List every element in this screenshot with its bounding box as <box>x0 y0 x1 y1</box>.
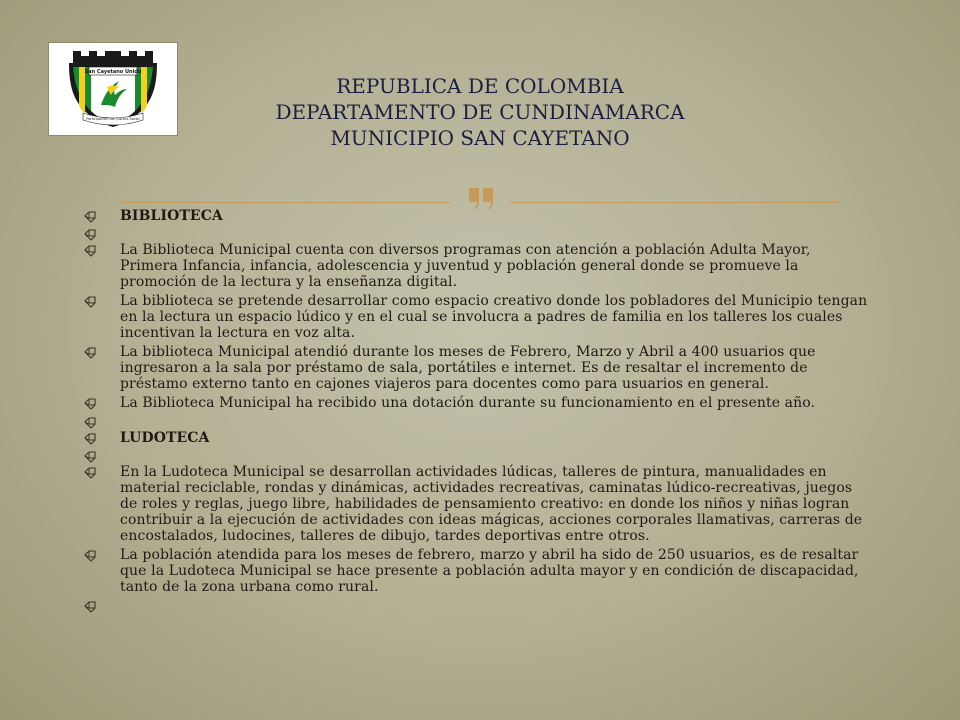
bullet-icon <box>82 598 98 614</box>
list-item <box>82 293 872 341</box>
list-item <box>82 464 872 544</box>
list-item-text: LUDOTECA <box>120 430 210 446</box>
bullet-icon <box>82 344 98 360</box>
bullet-icon <box>82 464 98 480</box>
empty-list-item <box>82 598 872 614</box>
list-item-text: La biblioteca Municipal atendió durante los meses de Febrero, Marzo y Abril a 400 usuarios que ingresaron a la sala por préstamo de sala, portátiles e internet. Es de resaltar el incremento de préstamo externo tanto en cajones viajeros para docentes como para usuarios en general. <box>120 344 816 392</box>
slide-title <box>150 73 810 151</box>
list-item-text: La biblioteca se pretende desarrollar como espacio creativo donde los pobladores del Municipio tengan en la lectura un espacio lúdico y en el cual se involucra a padres de familia en los talleres los cuales incentivan la lectura en voz alta. <box>120 293 868 341</box>
bullet-icon <box>82 414 98 430</box>
content-bullet-list <box>82 208 872 614</box>
bullet-icon <box>82 430 98 446</box>
title-line-municipality: MUNICIPIO SAN CAYETANO <box>330 126 630 150</box>
bullet-icon <box>82 395 98 411</box>
bullet-icon <box>82 293 98 309</box>
list-item-text: BIBLIOTECA <box>120 208 223 224</box>
list-item <box>82 344 872 392</box>
bullet-icon <box>82 208 98 224</box>
divider-right <box>510 202 840 203</box>
bullet-icon <box>82 226 98 242</box>
empty-list-item <box>82 226 872 242</box>
list-item-text: La Biblioteca Municipal ha recibido una dotación durante su funcionamiento en el presente año. <box>120 395 816 411</box>
empty-list-item <box>82 414 872 430</box>
section-heading <box>82 430 872 446</box>
list-item <box>82 395 872 411</box>
bullet-icon <box>82 242 98 258</box>
bullet-icon <box>82 448 98 464</box>
list-item-text: La población atendida para los meses de febrero, marzo y abril ha sido de 250 usuarios, es de resaltar que la Ludoteca Municipal se hace presente a población adulta mayor y en condición de discapacidad, tanto de la zona urbana como rural. <box>120 547 859 595</box>
list-item <box>82 547 872 595</box>
empty-list-item <box>82 448 872 464</box>
title-line-country: REPUBLICA DE COLOMBIA <box>336 74 624 98</box>
divider-left <box>120 202 450 203</box>
logo-name-text: San Cayetano Unido <box>84 69 142 75</box>
section-heading <box>82 208 872 224</box>
list-item <box>82 242 872 290</box>
title-line-department: DEPARTAMENTO DE CUNDINAMARCA <box>275 100 685 124</box>
list-item-text: La Biblioteca Municipal cuenta con diversos programas con atención a población Adulta Mayor, Primera Infancia, infancia, adolescencia y juventud y población general donde se promueve la promoción de la lectura y la enseñanza digital. <box>120 242 811 290</box>
list-item-text: En la Ludoteca Municipal se desarrollan actividades lúdicas, talleres de pintura, manualidades en material reciclable, rondas y dinámicas, actividades recreativas, caminatas lúdico-recreativas, juegos de roles y reglas, juego libre, habilidades de pensamiento creativo: en donde los niños y niñas logran contribuir a la ejecución de actividades con ideas mágicas, acciones corporales llamativas, carreras de encostalados, ludocines, talleres de dibujo, tardes deportivas entre otros. <box>120 464 863 544</box>
logo-motto-text: Participación con Justicia Social <box>86 117 140 121</box>
bullet-icon <box>82 547 98 563</box>
